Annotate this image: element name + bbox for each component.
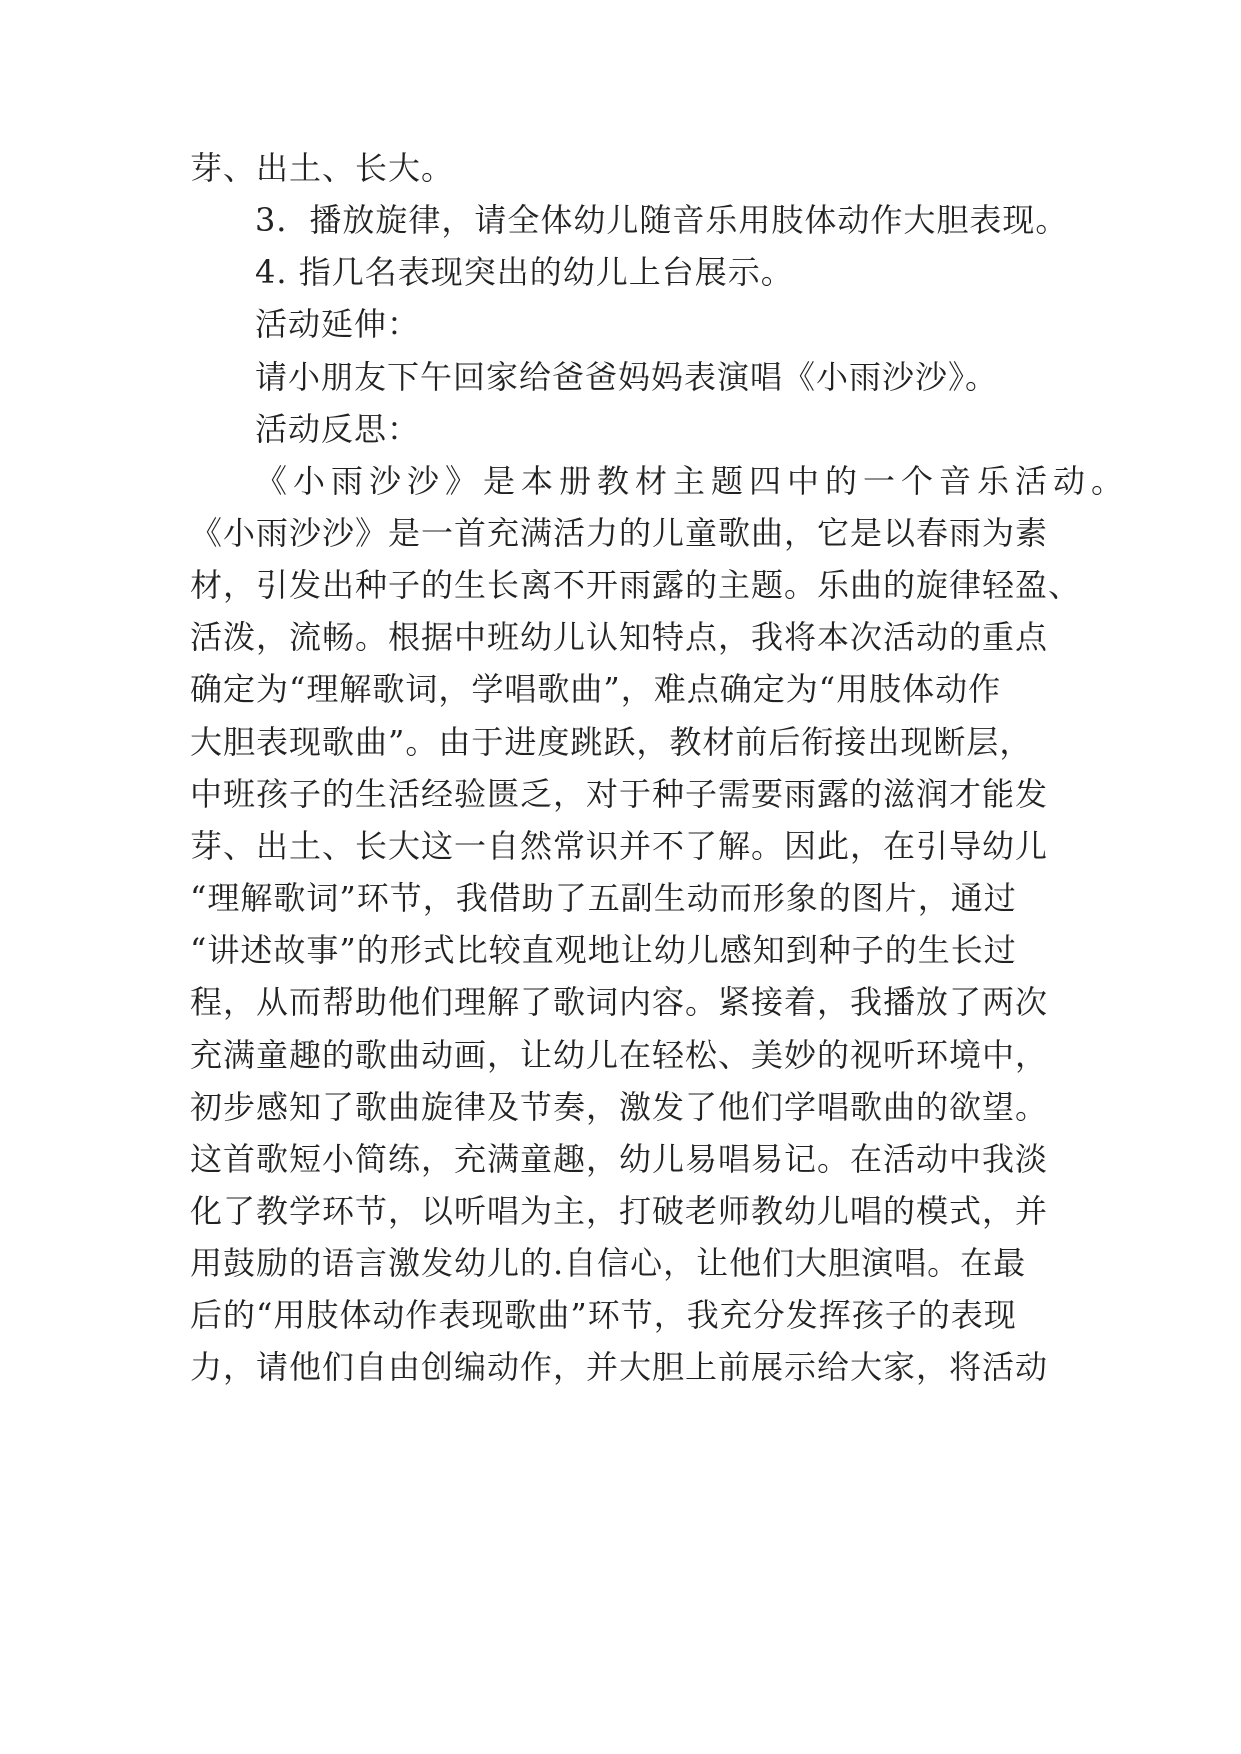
text-line: 3．播放旋律，请全体幼儿随音乐用肢体动作大胆表现。 bbox=[255, 201, 1069, 239]
text-line: 《小雨沙沙》是一首充满活力的儿童歌曲，它是以春雨为素 bbox=[190, 514, 1049, 552]
text-line: “理解歌词”环节，我借助了五副生动而形象的图片，通过 bbox=[190, 879, 1017, 917]
text-line: 用鼓励的语言激发幼儿的.自信心，让他们大胆演唱。在最 bbox=[190, 1244, 1027, 1282]
text-line: 芽、出土、长大。 bbox=[190, 149, 455, 187]
text-line: 请小朋友下午回家给爸爸妈妈表演唱《小雨沙沙》。 bbox=[255, 358, 999, 396]
text-line: 中班孩子的生活经验匮乏，对于种子需要雨露的滋润才能发 bbox=[190, 775, 1049, 813]
text-line: 初步感知了歌曲旋律及节奏，激发了他们学唱歌曲的欲望。 bbox=[190, 1088, 1049, 1126]
text-line: 力，请他们自由创编动作，并大胆上前展示给大家，将活动 bbox=[190, 1348, 1049, 1386]
text-line: 这首歌短小简练，充满童趣，幼儿易唱易记。在活动中我淡 bbox=[190, 1140, 1049, 1178]
text-line: 充满童趣的歌曲动画，让幼儿在轻松、美妙的视听环境中， bbox=[190, 1036, 1049, 1074]
text-line: “讲述故事”的形式比较直观地让幼儿感知到种子的生长过 bbox=[190, 931, 1017, 969]
text-line: 程，从而帮助他们理解了歌词内容。紧接着，我播放了两次 bbox=[190, 983, 1049, 1021]
text-line: 芽、出土、长大这一自然常识并不了解。因此，在引导幼儿 bbox=[190, 827, 1049, 865]
section-heading: 活动反思： bbox=[255, 410, 421, 448]
text-line: 化了教学环节，以听唱为主，打破老师教幼儿唱的模式，并 bbox=[190, 1192, 1049, 1230]
text-line: 后的“用肢体动作表现歌曲”环节，我充分发挥孩子的表现 bbox=[190, 1296, 1017, 1334]
section-heading: 活动延伸： bbox=[255, 305, 421, 343]
text-line: 确定为“理解歌词，学唱歌曲”，难点确定为“用肢体动作 bbox=[190, 670, 1002, 708]
text-line: 活泼，流畅。根据中班幼儿认知特点，我将本次活动的重点 bbox=[190, 618, 1049, 656]
text-line: 4. 指几名表现突出的幼儿上台展示。 bbox=[255, 253, 794, 291]
text-line: 大胆表现歌曲”。由于进度跳跃，教材前后衔接出现断层， bbox=[190, 723, 1033, 761]
text-line: 《小雨沙沙》是本册教材主题四中的一个音乐活动。 bbox=[255, 462, 1130, 500]
text-line: 材，引发出种子的生长离不开雨露的主题。乐曲的旋律轻盈、 bbox=[190, 566, 1082, 604]
